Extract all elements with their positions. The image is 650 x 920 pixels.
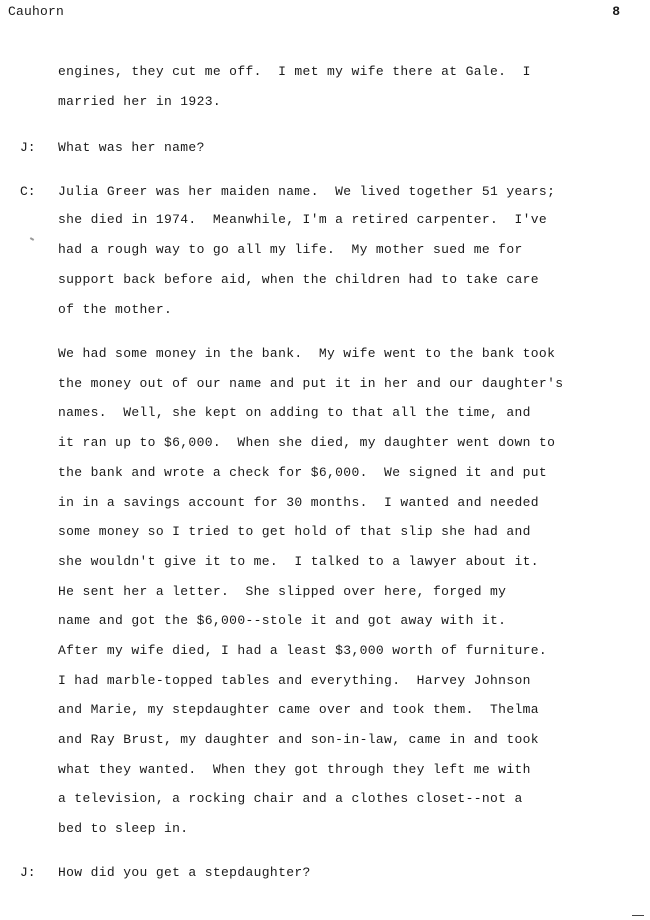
transcript-line: I had marble-topped tables and everything. Harvey Johnson bbox=[58, 673, 531, 688]
transcript-line: and Marie, my stepdaughter came over and took them. Thelma bbox=[58, 702, 539, 717]
transcript-line: name and got the $6,000--stole it and got away with it. bbox=[58, 613, 507, 628]
transcript-line: it ran up to $6,000. When she died, my daughter went down to bbox=[58, 435, 556, 450]
transcript-line: After my wife died, I had a least $3,000 worth of furniture. bbox=[58, 643, 548, 658]
speaker-label: J: bbox=[20, 865, 36, 880]
header-interviewee-name: Cauhorn bbox=[8, 4, 65, 19]
transcript-line: the bank and wrote a check for $6,000. We signed it and put bbox=[58, 465, 548, 480]
transcript-line: and Ray Brust, my daughter and son-in-law, came in and took bbox=[58, 732, 539, 747]
scan-speck bbox=[30, 237, 34, 241]
transcript-line: she wouldn't give it to me. I talked to a lawyer about it. bbox=[58, 554, 539, 569]
transcript-line: what they wanted. When they got through they left me with bbox=[58, 762, 531, 777]
transcript-line: she died in 1974. Meanwhile, I'm a retired carpenter. I've bbox=[58, 212, 548, 227]
page-number: 8 bbox=[612, 4, 620, 19]
transcript-line: He sent her a letter. She slipped over here, forged my bbox=[58, 584, 507, 599]
transcript-line: names. Well, she kept on adding to that all the time, and bbox=[58, 405, 531, 420]
transcript-line: Julia Greer was her maiden name. We lived together 51 years; bbox=[58, 184, 556, 199]
transcript-line: had a rough way to go all my life. My mother sued me for bbox=[58, 242, 523, 257]
transcript-line: engines, they cut me off. I met my wife there at Gale. I bbox=[58, 64, 531, 79]
transcript-line: the money out of our name and put it in her and our daughter's bbox=[58, 376, 564, 391]
question-line: How did you get a stepdaughter? bbox=[58, 865, 311, 880]
transcript-line: some money so I tried to get hold of that slip she had and bbox=[58, 524, 531, 539]
scan-edge-mark bbox=[632, 915, 644, 916]
transcript-line: a television, a rocking chair and a clothes closet--not a bbox=[58, 791, 523, 806]
transcript-line: support back before aid, when the children had to take care bbox=[58, 272, 539, 287]
transcript-line: of the mother. bbox=[58, 302, 173, 317]
transcript-line: married her in 1923. bbox=[58, 94, 222, 109]
transcript-line: bed to sleep in. bbox=[58, 821, 189, 836]
transcript-line: in in a savings account for 30 months. I wanted and needed bbox=[58, 495, 539, 510]
speaker-label: C: bbox=[20, 184, 36, 199]
question-line: What was her name? bbox=[58, 140, 205, 155]
speaker-label: J: bbox=[20, 140, 36, 155]
transcript-line: We had some money in the bank. My wife went to the bank took bbox=[58, 346, 556, 361]
